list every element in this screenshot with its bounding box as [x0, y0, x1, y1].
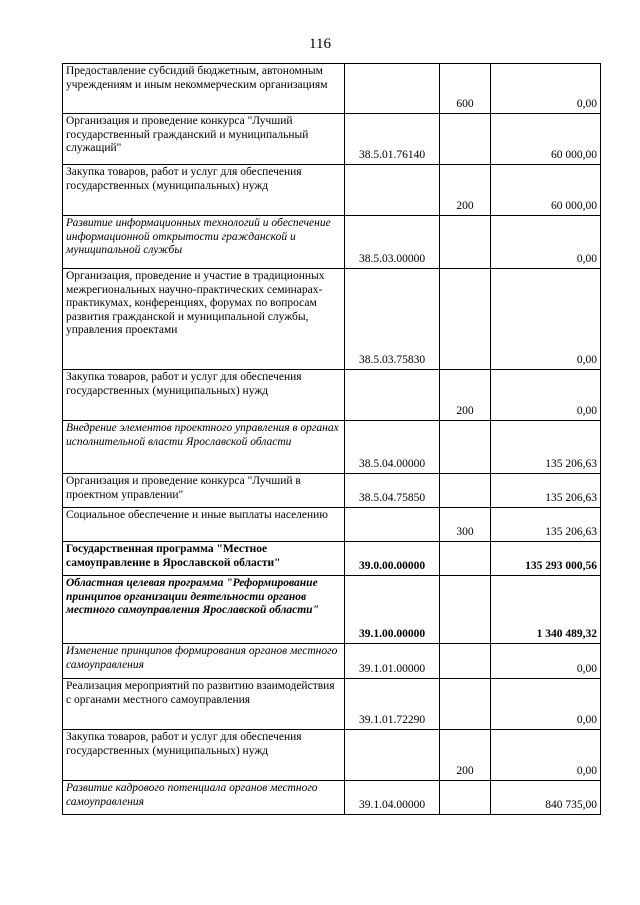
- row-code-cell: 38.5.03.00000: [345, 216, 440, 269]
- row-expense-type-cell: [440, 216, 491, 269]
- row-expense-type-cell: [440, 679, 491, 730]
- table-row: [63, 508, 601, 542]
- row-expense-type-cell: [440, 269, 491, 370]
- row-expense-type-cell: [440, 421, 491, 474]
- row-code-cell: [345, 64, 440, 114]
- table-row: [63, 679, 601, 730]
- row-code-cell: 39.1.01.00000: [345, 644, 440, 679]
- table-row: [63, 269, 601, 370]
- table-row: [63, 370, 601, 421]
- row-name-cell: Закупка товаров, работ и услуг для обеспечения государственных (муниципальных) нужд: [63, 370, 345, 421]
- row-amount-cell: 0,00: [491, 679, 601, 730]
- row-amount-cell: 840 735,00: [491, 781, 601, 815]
- row-expense-type-cell: [440, 114, 491, 165]
- row-code-cell: 39.0.00.00000: [345, 542, 440, 576]
- table-row: [63, 474, 601, 508]
- row-amount-cell: 1 340 489,32: [491, 576, 601, 644]
- row-expense-type-cell: [440, 542, 491, 576]
- table-row: [63, 421, 601, 474]
- row-amount-cell: 0,00: [491, 216, 601, 269]
- row-amount-cell: 0,00: [491, 644, 601, 679]
- row-code-cell: [345, 508, 440, 542]
- table-row: [63, 730, 601, 781]
- table-row: [63, 644, 601, 679]
- row-name-cell: Организация, проведение и участие в традиционных межрегиональных научно-практических семинарах-практикумах, конференциях, форумах по вопросам развития гражданской и муниципальной службы, управления проектами: [63, 269, 345, 370]
- row-name-cell: Развитие кадрового потенциала органов местного самоуправления: [63, 781, 345, 815]
- row-expense-type-cell: [440, 576, 491, 644]
- row-code-cell: [345, 730, 440, 781]
- row-expense-type-cell: 200: [440, 370, 491, 421]
- row-expense-type-cell: [440, 781, 491, 815]
- row-name-cell: Организация и проведение конкурса "Лучший государственный гражданский и муниципальный служащий": [63, 114, 345, 165]
- table-row: [63, 114, 601, 165]
- row-name-cell: Закупка товаров, работ и услуг для обеспечения государственных (муниципальных) нужд: [63, 165, 345, 216]
- row-code-cell: 38.5.04.00000: [345, 421, 440, 474]
- row-amount-cell: 60 000,00: [491, 165, 601, 216]
- table-row: [63, 64, 601, 114]
- row-code-cell: 39.1.04.00000: [345, 781, 440, 815]
- row-expense-type-cell: [440, 474, 491, 508]
- table-row: [63, 216, 601, 269]
- row-code-cell: 38.5.04.75850: [345, 474, 440, 508]
- row-amount-cell: 135 206,63: [491, 508, 601, 542]
- row-name-cell: Закупка товаров, работ и услуг для обеспечения государственных (муниципальных) нужд: [63, 730, 345, 781]
- row-name-cell: Внедрение элементов проектного управления в органах исполнительной власти Ярославской области: [63, 421, 345, 474]
- table-row: [63, 542, 601, 576]
- row-code-cell: [345, 165, 440, 216]
- row-amount-cell: 0,00: [491, 64, 601, 114]
- table-row: [63, 165, 601, 216]
- row-name-cell: Развитие информационных технологий и обеспечение информационной открытости гражданской и муниципальной службы: [63, 216, 345, 269]
- row-expense-type-cell: 600: [440, 64, 491, 114]
- row-name-cell: Организация и проведение конкурса "Лучший в проектном управлении": [63, 474, 345, 508]
- row-expense-type-cell: 300: [440, 508, 491, 542]
- row-code-cell: 38.5.01.76140: [345, 114, 440, 165]
- row-amount-cell: 0,00: [491, 730, 601, 781]
- row-name-cell: Реализация мероприятий по развитию взаимодействия с органами местного самоуправления: [63, 679, 345, 730]
- table-row: [63, 576, 601, 644]
- row-expense-type-cell: [440, 644, 491, 679]
- row-amount-cell: 135 206,63: [491, 421, 601, 474]
- row-amount-cell: 135 293 000,56: [491, 542, 601, 576]
- row-name-cell: Государственная программа "Местное самоуправление в Ярославской области": [63, 542, 345, 576]
- row-amount-cell: 135 206,63: [491, 474, 601, 508]
- table-row: [63, 781, 601, 815]
- row-amount-cell: 0,00: [491, 269, 601, 370]
- row-expense-type-cell: 200: [440, 165, 491, 216]
- row-name-cell: Областная целевая программа "Реформирование принципов организации деятельности органов местного самоуправления Ярославской области": [63, 576, 345, 644]
- row-amount-cell: 0,00: [491, 370, 601, 421]
- row-name-cell: Предоставление субсидий бюджетным, автономным учреждениям и иным некоммерческим организациям: [63, 64, 345, 114]
- row-amount-cell: 60 000,00: [491, 114, 601, 165]
- row-name-cell: Социальное обеспечение и иные выплаты населению: [63, 508, 345, 542]
- page-number: 116: [309, 36, 331, 52]
- row-code-cell: [345, 370, 440, 421]
- row-name-cell: Изменение принципов формирования органов местного самоуправления: [63, 644, 345, 679]
- budget-table: [62, 63, 601, 815]
- row-code-cell: 39.1.01.72290: [345, 679, 440, 730]
- row-code-cell: 38.5.03.75830: [345, 269, 440, 370]
- row-expense-type-cell: 200: [440, 730, 491, 781]
- row-code-cell: 39.1.00.00000: [345, 576, 440, 644]
